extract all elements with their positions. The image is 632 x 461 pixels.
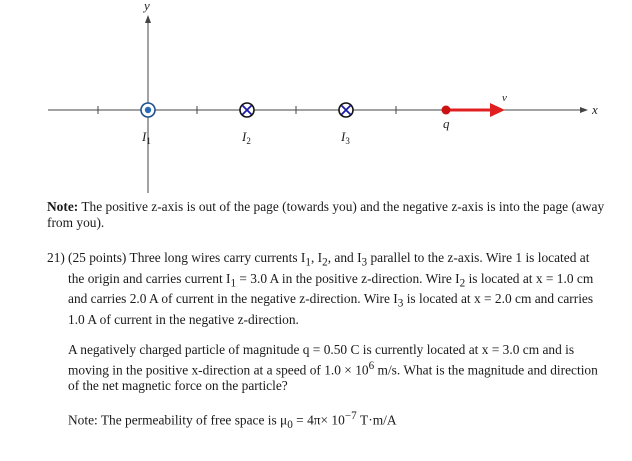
wire-2-into-page bbox=[240, 103, 254, 117]
wire-1-label: $I_1$ bbox=[142, 129, 151, 146]
x-axis-arrowhead bbox=[580, 107, 588, 113]
paragraph-part: A negatively charged particle of magnitude q = 0.50 C is currently located at x = 3.0 cm and is moving in the positive x-direction at a speed of 1.0 × 10 bbox=[68, 342, 575, 378]
subscript: 0 bbox=[287, 419, 293, 432]
wire-diagram bbox=[0, 0, 632, 195]
y-axis-arrowhead bbox=[145, 15, 151, 23]
wire-3-into-page bbox=[339, 103, 353, 117]
statement-part: is located at x = 2.0 cm and carries 1.0 A of current in the negative z-direction. bbox=[68, 291, 594, 328]
note-heading: Note: bbox=[47, 199, 79, 214]
note-text: The positive z-axis is out of the page (towards you) and the negative z-axis is into the page (away from you). bbox=[47, 199, 605, 230]
exponent: 6 bbox=[368, 360, 375, 373]
charged-particle bbox=[442, 106, 451, 115]
velocity-label: v bbox=[502, 92, 507, 104]
velocity-arrowhead bbox=[490, 103, 505, 117]
statement-part: is located at x = 1.0 cm and carries 2.0 A of current in the negative z-direction. Wire I bbox=[68, 270, 594, 307]
statement-part: = 3.0 A in the positive z-direction. Wire I bbox=[236, 270, 460, 286]
paragraph-part: T·m/A bbox=[356, 412, 397, 428]
problem-number: 21) bbox=[47, 250, 65, 265]
axis-note bbox=[47, 199, 607, 231]
statement-part: parallel to the z-axis. Wire 1 is located at the origin and carries current I bbox=[68, 250, 590, 286]
problem-points: (25 points) bbox=[68, 250, 127, 265]
wire-2-label: $I_2$ bbox=[242, 129, 251, 146]
statement-part: , I bbox=[310, 250, 323, 265]
problem-21 bbox=[47, 250, 607, 434]
permeability-note bbox=[68, 408, 607, 433]
statement-part: , and I bbox=[327, 250, 362, 265]
x-axis-label: x bbox=[592, 102, 598, 117]
problem-particle-paragraph bbox=[68, 342, 607, 394]
paragraph-part: m/s. What is the magnitude and direction of the net magnetic force on the particle? bbox=[68, 362, 598, 394]
problem-statement: (25 points) Three long wires carry currents $I_1$, $I_2$, and $I_3$ parallel to the z-axis. Wire 1 is located at the origin and carries current $I_1 = 3.0$ A in the positive z-direction. Wire $I_2$ is located at x = 1.0 cm and carries 2.0 A of current in the negative z-direction. Wire $I_3$ is located at x = 2.0 cm and carries 1.0 A of current in the negative z-direction. bbox=[68, 250, 594, 328]
exponent: −7 bbox=[344, 410, 357, 423]
wire-3-label: $I_3$ bbox=[341, 129, 350, 146]
y-axis-label: y bbox=[144, 0, 150, 13]
particle-label: q bbox=[443, 116, 450, 131]
paragraph-part: Note: The permeability of free space is μ bbox=[68, 412, 288, 428]
statement-part: Three long wires carry currents I bbox=[126, 250, 306, 265]
wire-1-out-of-page bbox=[141, 103, 155, 117]
paragraph-part: = 4π× 10 bbox=[292, 412, 345, 428]
